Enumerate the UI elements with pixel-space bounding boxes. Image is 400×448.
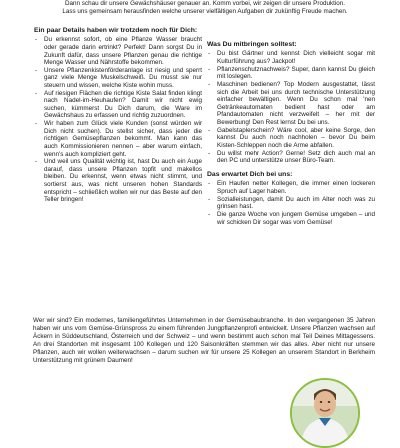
dash-bullet: - bbox=[35, 120, 38, 128]
details-column bbox=[34, 27, 202, 204]
requirements-column bbox=[207, 41, 375, 226]
list-item: - Du bist Gärtner und kennst Dich vielleicht sogar mit Kulturführung aus? Jackpot! bbox=[208, 50, 375, 65]
dash-bullet: - bbox=[208, 81, 211, 89]
benefits-list bbox=[207, 180, 375, 226]
list-item: - Wir haben zum Glück viele Kunden (sonst würden wir Dich nicht suchen). Du stellst sicher, dass jeder die richtigen Gemüsepflanzen bekommt. Man kann das auch Kommissionieren nennen – aber warum einfach, wenn's auch kompliziert geht. bbox=[35, 120, 202, 158]
dash-bullet: - bbox=[208, 50, 211, 58]
details-list bbox=[34, 36, 202, 203]
about-company-paragraph: Wer wir sind? Ein modernes, familiengeführtes Unternehmen in der Gemüsebaubranche. In den vergangenen 35 Jahren haben wir uns vom Gemüse-Grünspross zu einem führenden Jungpflanzenprofi entwickelt. Unsere Pflanzen wachsen auf Äckern in Süddeutschland, Österreich und der Schweiz – und wenn bestimmt auch schon mal Teil Deines Mittagessens. An drei Standorten mit insgesamt 100 Kollegen und 120 Saisonkräften stemmen wir das alles. Aber nicht nur unsere Pflanzen, auch wir wollen weiterwachsen – darum suchen wir für unsere 25 Kollegen an unserem Standort in Berkheim Unterstützung mit grünem Daumen! bbox=[33, 317, 375, 364]
dash-bullet: - bbox=[208, 195, 211, 203]
requirements-heading: Was Du mitbringen solltest: bbox=[207, 41, 297, 48]
list-item: - Pflanzenschutznachweis? Super, dann kannst Du gleich mit loslegen. bbox=[208, 65, 375, 81]
benefits-heading: Das erwartet Dich bei uns: bbox=[207, 170, 293, 178]
list-item: - Gabelstaplerschein? Wäre cool, aber keine Sorge, den kannst Du auch noch nachholen – bevor Du beim Kisten-Schleppen noch die Arme abfallen. bbox=[208, 126, 375, 149]
dash-bullet: - bbox=[208, 180, 211, 188]
list-item: - Maschinen bedienen? Top Modern ausgestattet, lässt sich die Arbeit bei uns durch technische Unterstützung einfacher bewältigen. Wenn Du schon mal 'nen Getränkeautomaten bedient hast oder am Pfandautomaten nicht verzweifelt – her mit der Bewerbung! Den Rest lernst Du bei uns. bbox=[208, 81, 375, 126]
dash-bullet: - bbox=[208, 210, 211, 218]
person-portrait-icon bbox=[292, 380, 358, 446]
dash-bullet: - bbox=[35, 89, 38, 97]
dash-bullet: - bbox=[208, 126, 211, 134]
list-item: - Sozialleistungen, damit Du auch im Alter noch was zu grinsen hast. bbox=[208, 195, 375, 211]
dash-bullet: - bbox=[208, 65, 211, 73]
requirements-list bbox=[207, 50, 375, 164]
list-item: - Die ganze Woche von jungem Gemüse umgeben – und wir schicken Dir sogar was vom Gemüse! bbox=[208, 210, 375, 226]
list-item: - Und weil uns Qualität wichtig ist, hast Du auch ein Auge darauf, dass unsere Pflanzen topfit und makellos bleiben. Du erkennst, wenn etwas nicht stimmt, und sortierst aus, was nicht unseren hohen Standards entspricht – schließlich wollen wir nur das Beste auf den Teller bringen! bbox=[35, 158, 202, 204]
list-item: - Unsere Pflanzenkistenförderanlage ist riesig und sperrt ganz viele Menge Muskelschweiß. Du musst sie nur steuern und wissen, welche Kiste wohin muss. bbox=[35, 66, 202, 89]
dash-bullet: - bbox=[35, 158, 38, 166]
dash-bullet: - bbox=[208, 149, 211, 157]
contact-person-photo bbox=[290, 378, 360, 448]
list-item: - Auf riesigen Flächen die richtige Kiste Salat finden klingt nach Nadel-im-Heuhaufen? Damit wir nicht ewig suchen, kümmerst Du Dich darum, die Ware im Gewächshaus zu erfassen und richtig zuzuordnen. bbox=[35, 89, 202, 120]
details-heading: Ein paar Details haben wir trotzdem noch für Dich: bbox=[34, 27, 198, 34]
intro-line-2: Lass uns gemeinsam herausfinden welche unserer vielfältigen Aufgaben dir zukünftig Freude machen. bbox=[62, 8, 348, 15]
intro-line-1: Dann schau dir unsere Gewächshäuser genauer an. Komm vorbei, wir zeigen dir unsere Produktion. bbox=[64, 0, 345, 7]
list-item: - Ein Haufen netter Kollegen, die immer einen lockeren Spruch auf Lager haben. bbox=[208, 180, 375, 195]
list-item: - Du erkennst sofort, ob eine Pflanze Wasser braucht oder gerade darin ertrinkt? Perfekt! Dann sorgst Du in Zukunft dafür, dass unsere Pflanzen genau die richtige Menge Wasser und Nährstoffe bekommen. bbox=[35, 36, 202, 67]
intro-text bbox=[50, 0, 360, 16]
dash-bullet: - bbox=[35, 66, 38, 74]
list-item: - Du willst mehr Action? Gerne! Setz dich auch mal an den PC und unterstütze unser Büro-Team. bbox=[208, 149, 375, 165]
dash-bullet: - bbox=[35, 36, 38, 44]
